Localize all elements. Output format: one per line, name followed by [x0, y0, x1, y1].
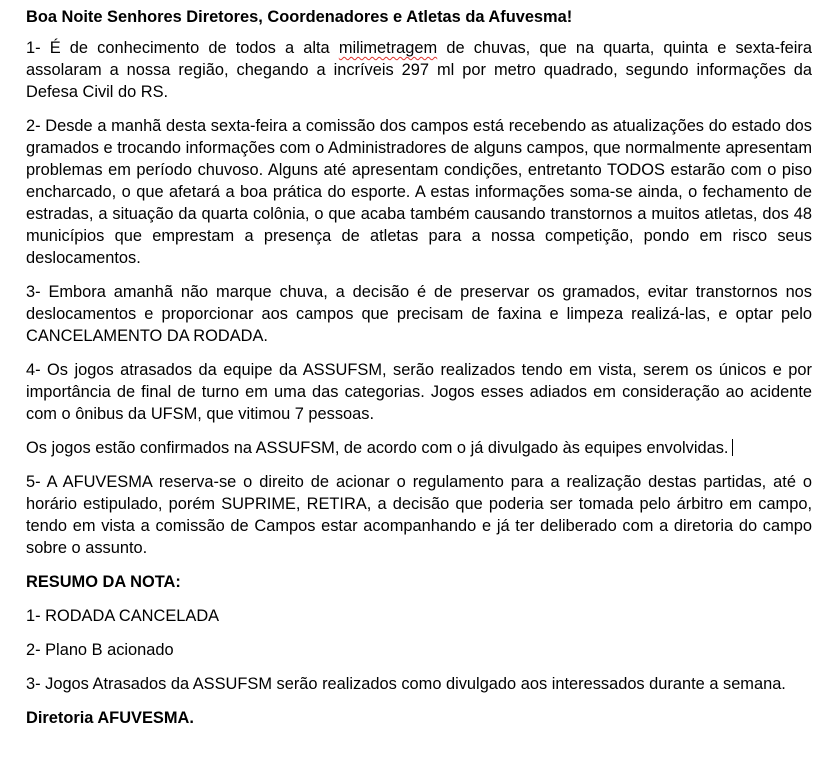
- summary-title: RESUMO DA NOTA:: [26, 573, 181, 591]
- summary-item-1: 1- RODADA CANCELADA: [26, 607, 220, 625]
- item-1-text-start: 1- É de conhecimento de todos a alta: [26, 39, 339, 57]
- document-body[interactable]: [26, 6, 812, 741]
- summary-item-3: 3- Jogos Atrasados da ASSUFSM serão realizados como divulgado aos interessados durante a semana.: [26, 675, 786, 693]
- paragraph-item-2: 2- Desde a manhã desta sexta-feira a comissão dos campos está recebendo as atualizações do estado dos gramados e trocando informações com o Administradores de alguns campos, que normalmente apresentam problemas em período chuvoso. Alguns até apresentam condições, entretanto TODOS estarão com o piso encharcado, o que afetará a boa prática do esporte. A estas informações soma-se ainda, o fechamento de estradas, a situação da quarta colônia, o que acaba também causando transtornos a muitos atletas, dos 48 municípios que emprestam a presença de atletas para a nossa competição, pondo em risco seus deslocamentos.: [26, 117, 812, 267]
- item-1-text-end: de chuvas, que na quarta, quinta e sexta-feira assolaram a nossa região, chegando a incríveis 297 ml por metro quadrado, segundo informações da Defesa Civil do RS.: [26, 39, 812, 101]
- confirmation-text: Os jogos estão confirmados na ASSUFSM, de acordo com o já divulgado às equipes envolvidas.: [26, 439, 729, 457]
- greeting-heading: Boa Noite Senhores Diretores, Coordenadores e Atletas da Afuvesma!: [26, 8, 573, 26]
- text-cursor: [732, 439, 733, 456]
- paragraph-item-3: 3- Embora amanhã não marque chuva, a decisão é de preservar os gramados, evitar transtornos nos deslocamentos e proporcionar aos campos que precisam de faxina e limpeza realizá-las, e optar pelo CANCELAMENTO DA RODADA.: [26, 283, 812, 345]
- summary-item-2: 2- Plano B acionado: [26, 641, 174, 659]
- paragraph-confirmation: [26, 437, 812, 459]
- paragraph-item-4: 4- Os jogos atrasados da equipe da ASSUFSM, serão realizados tendo em vista, serem os únicos e por importância de final de turno em uma das categorias. Jogos esses adiados em consideração ao acidente com o ônibus da UFSM, que vitimou 7 pessoas.: [26, 361, 812, 423]
- paragraph-item-5: 5- A AFUVESMA reserva-se o direito de acionar o regulamento para a realização destas partidas, até o horário estipulado, porém SUPRIME, RETIRA, a decisão que poderia ser tomada pelo árbitro em campo, tendo em vista a comissão de Campos estar acompanhando e já ter deliberado com a diretoria do campo sobre o assunto.: [26, 473, 812, 557]
- spellcheck-flagged-word[interactable]: milimetragem: [338, 39, 438, 57]
- paragraph-item-1: [26, 37, 812, 103]
- signature: Diretoria AFUVESMA.: [26, 709, 194, 727]
